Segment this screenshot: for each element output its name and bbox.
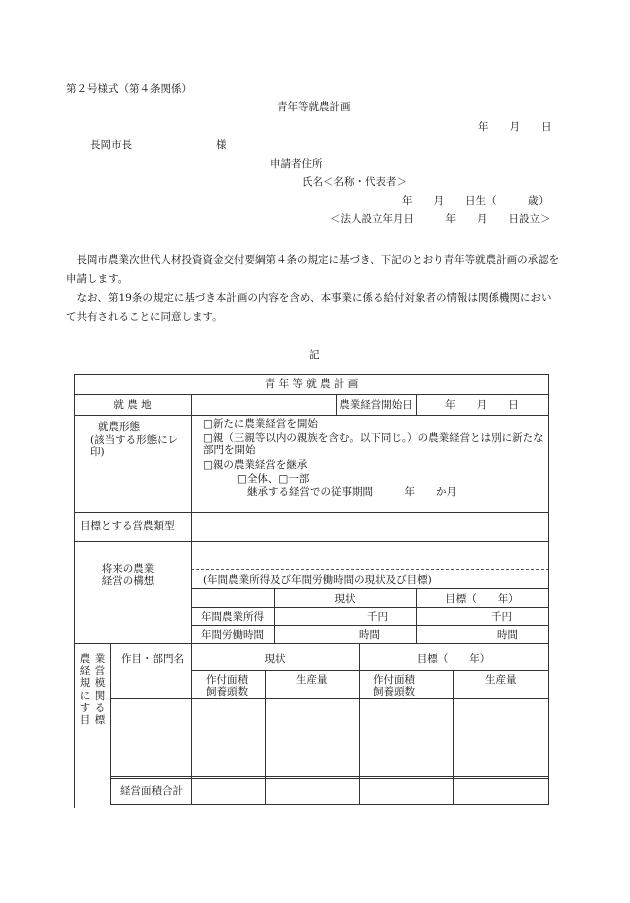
option-new-farming[interactable]: □新たに農業経営を開始 <box>203 418 318 430</box>
target-area-label: 作付面積 <box>373 674 415 686</box>
succession-period: 継承する経営での従事期間 年 か月 <box>247 486 457 498</box>
target-head-label: 飼養頭数 <box>373 686 415 698</box>
form-number: 第２号様式（第４条関係） <box>66 83 192 95</box>
consent-paragraph: なお、第19条の規定に基づき本計画の内容を含め、本事業に係る給付対象者の情報は関係機関において共有されることに同意します。 <box>66 292 552 323</box>
addressee: 長岡市長 <box>90 139 132 151</box>
hours-current-unit: 時間 <box>359 629 380 641</box>
applicant-address-label: 申請者住所 <box>270 158 323 170</box>
document-title: 青年等就農計画 <box>277 101 351 113</box>
start-date-value: 年 月 日 <box>445 399 519 411</box>
scale-goal-label-col2: 業営模関る標 <box>94 653 106 727</box>
current-area-label: 作付面積 <box>206 674 248 686</box>
crop-item-label: 作目・部門名 <box>121 653 184 665</box>
total-area-label: 経営面積合計 <box>120 785 183 797</box>
scale-goal-label-col1: 農経規にす目 <box>79 653 91 727</box>
scale-target-header: 目標（ 年） <box>416 653 491 665</box>
income-target-unit: 千円 <box>491 611 512 623</box>
submission-date: 年 月 日 <box>478 121 552 133</box>
start-date-label: 農業経営開始日 <box>339 399 413 411</box>
farming-form-sub: (該当する形態にレ印) <box>90 434 179 458</box>
corporation-date-line: ＜法人設立年月日 年 月 日設立＞ <box>330 213 551 225</box>
future-concept-sub: (年間農業所得及び年間労働時間の現状及び目標) <box>203 574 432 586</box>
honorific: 様 <box>216 139 227 151</box>
application-paragraph: 長岡市農業次世代人材投資資金交付要綱第４条の規定に基づき、下記のとおり青年等就農計画の承認を申請します。 <box>66 254 560 285</box>
target-production-label: 生産量 <box>485 674 517 686</box>
current-head-label: 飼養頭数 <box>206 686 248 698</box>
farm-location-label: 就 農 地 <box>113 399 152 411</box>
ki-heading: 記 <box>309 349 320 361</box>
target-type-label: 目標とする営農類型 <box>80 520 175 532</box>
income-current-unit: 千円 <box>367 611 388 623</box>
farming-form-label: 就農形態 <box>98 421 140 433</box>
option-whole-or-part[interactable]: □全体、□一部 <box>237 473 310 485</box>
target-header: 目標（ 年） <box>445 593 519 605</box>
scale-current-header: 現状 <box>264 653 286 665</box>
option-succession[interactable]: □親の農業経営を継承 <box>203 459 308 471</box>
current-production-label: 生産量 <box>296 674 328 686</box>
table-title: 青 年 等 就 農 計 画 <box>264 378 359 390</box>
future-concept-label: 将来の農業経営の構想 <box>101 563 155 587</box>
current-header: 現状 <box>334 593 356 605</box>
annual-income-label: 年間農業所得 <box>201 611 264 623</box>
annual-hours-label: 年間労働時間 <box>201 629 264 641</box>
hours-target-unit: 時間 <box>497 629 518 641</box>
applicant-name-label: 氏名＜名称・代表者＞ <box>302 176 407 188</box>
birth-date-line: 年 月 日生（ 歳） <box>402 195 549 207</box>
option-new-division[interactable]: □親（三親等以内の親族を含む。以下同じ。）の農業経営とは別に新たな部門を開始 <box>203 432 544 456</box>
